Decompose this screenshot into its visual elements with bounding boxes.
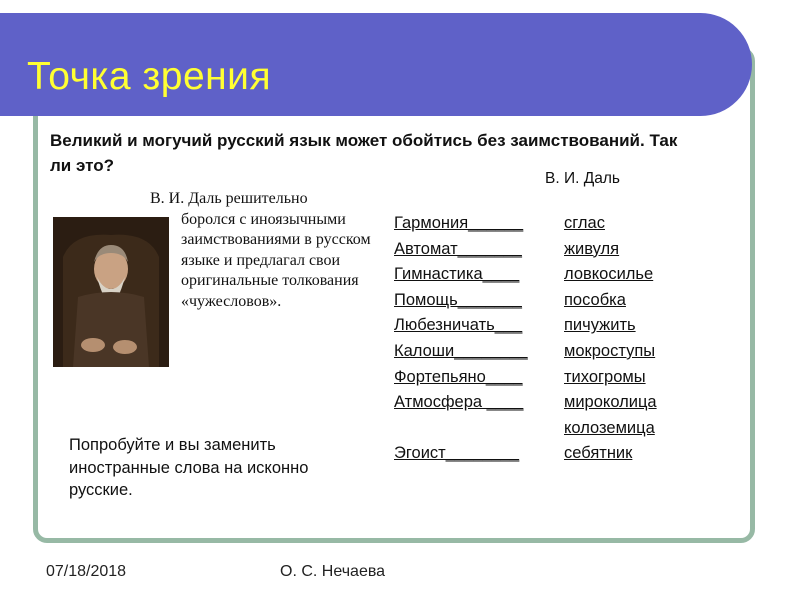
slide-title: Точка зрения bbox=[27, 55, 272, 98]
word-list bbox=[394, 211, 714, 467]
foreign-word: Эгоист________ bbox=[394, 444, 520, 463]
foreign-word: Любезничать___ bbox=[394, 316, 523, 335]
question-text: Великий и могучий русский язык может обойтись без заимствований. Так ли это? bbox=[50, 131, 678, 175]
foreign-word: Атмосфера ____ bbox=[394, 393, 524, 412]
native-word: себятник bbox=[564, 444, 633, 463]
foreign-word: Фортепьяно____ bbox=[394, 367, 523, 386]
bio-first-line: В. И. Даль решительно bbox=[150, 190, 308, 207]
task-prompt: Попробуйте и вы заменить иностранные слова на исконно русские. bbox=[69, 436, 309, 499]
bio-paragraph bbox=[150, 189, 375, 312]
word-row bbox=[394, 339, 714, 365]
footer-author: О. С. Нечаева bbox=[280, 563, 386, 580]
word-row bbox=[394, 262, 714, 288]
native-word: мокроступы bbox=[564, 341, 656, 360]
word-row bbox=[394, 416, 714, 442]
word-row bbox=[394, 288, 714, 314]
native-word: пособка bbox=[564, 290, 626, 309]
word-row bbox=[394, 211, 714, 237]
quote-attribution: В. И. Даль bbox=[545, 170, 620, 187]
bio-rest: боролся с иноязычными заимствованиями в русском языке и предлагал свои оригинальные толкования «чужесловов». bbox=[181, 210, 371, 310]
foreign-word: Гармония______ bbox=[394, 214, 524, 232]
native-word: мироколица bbox=[564, 393, 657, 412]
word-row bbox=[394, 237, 714, 263]
native-word: живуля bbox=[564, 239, 620, 258]
native-word: сглас bbox=[564, 214, 605, 232]
foreign-word: Калоши________ bbox=[394, 341, 528, 360]
native-word: пичужить bbox=[564, 316, 636, 335]
word-row bbox=[394, 441, 714, 467]
foreign-word: Помощь_______ bbox=[394, 290, 522, 309]
title-banner bbox=[0, 13, 752, 116]
foreign-word: Автомат_______ bbox=[394, 239, 522, 258]
word-row bbox=[394, 390, 714, 416]
footer-date: 07/18/2018 bbox=[46, 563, 127, 580]
foreign-word: Гимнастика____ bbox=[394, 265, 520, 284]
word-row bbox=[394, 365, 714, 391]
native-word: ловкосилье bbox=[564, 265, 654, 284]
native-word: колоземица bbox=[564, 418, 655, 437]
word-row bbox=[394, 313, 714, 339]
native-word: тихогромы bbox=[564, 367, 646, 386]
